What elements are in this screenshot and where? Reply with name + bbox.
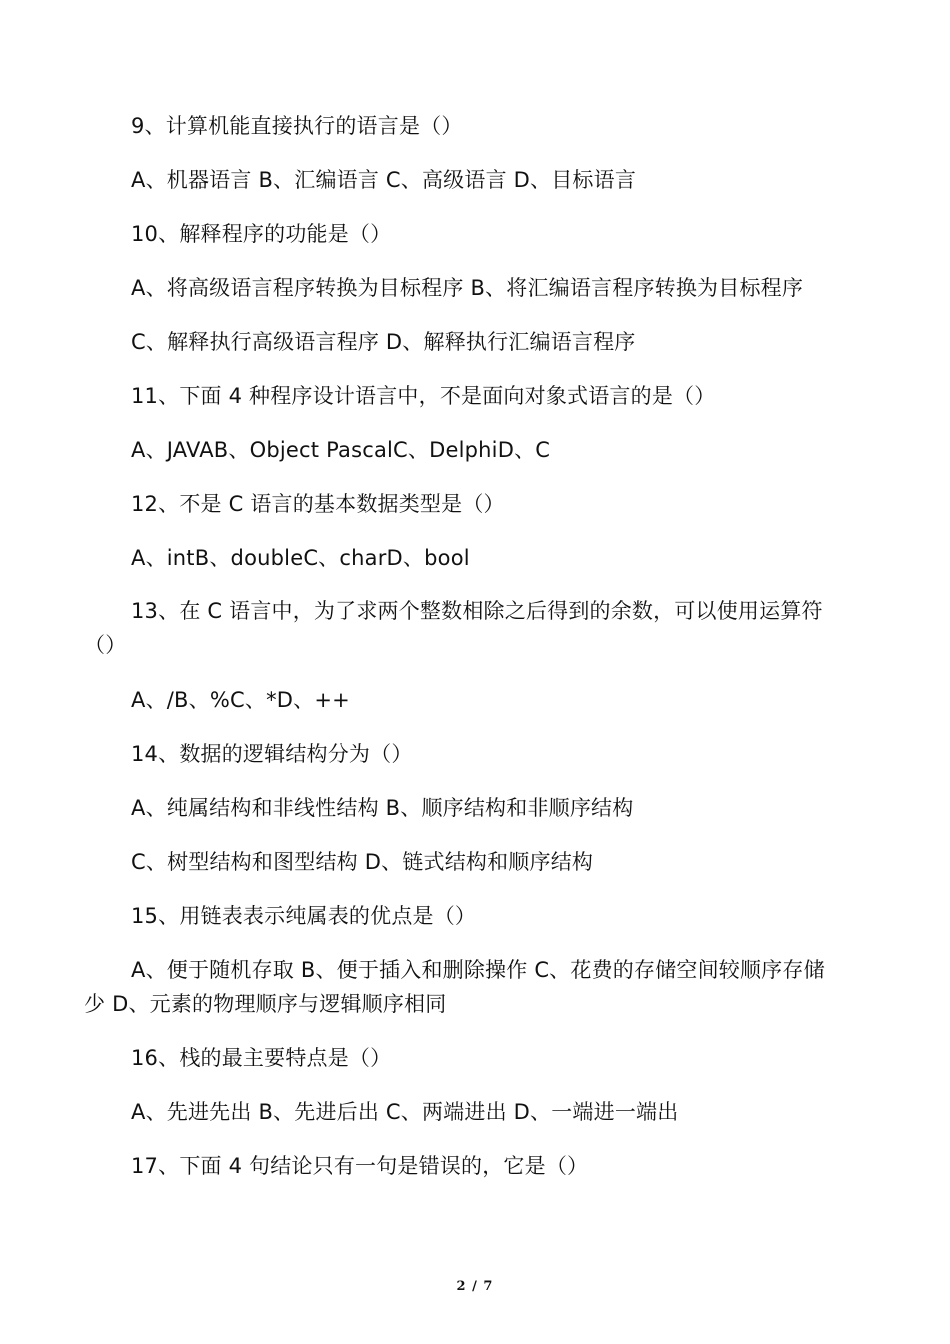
page-number: 2 / 7 — [456, 1279, 494, 1294]
document-page: 9、计算机能直接执行的语言是（） A、机器语言 B、汇编语言 C、高级语言 D、目标语言 10、解释程序的功能是（） A、将高级语言程序转换为目标程序 B、将汇编语言程序转换为目标程序 C、解释执行高级语言程序 D、解释执行汇编语言程序 11、下面 4 种程序设计语言中，不是面向对象式语言的是（） A、JAVAB、Object PascalC、DelphiD、C 12、不是 C 语言的基本数据类型是（） A、intB、doubleC、charD、bool 13、在 C 语言中，为了求两个整数相除之后得到的余数，可以使用运算符 （） A、/B、%C、*D、++ 14、数据的逻辑结构分为（） A、纯属结构和非线性结构 B、顺序结构和非顺序结构 C、树型结构和图型结构 D、链式结构和顺序结构 15、用链表表示纯属表的优点是（） A、便于随机存取 B、便于插入和删除操作 C、花费的存储空间较顺序存储 少 D、元素的物理顺序与逻辑顺序相同 16、栈的最主要特点是（） A、先进先出 B、先进后出 C、两端进出 D、一端进一端出 17、下面 4 句结论只有一句是错误的，它是（） 2 / 7 — [0, 0, 950, 1344]
